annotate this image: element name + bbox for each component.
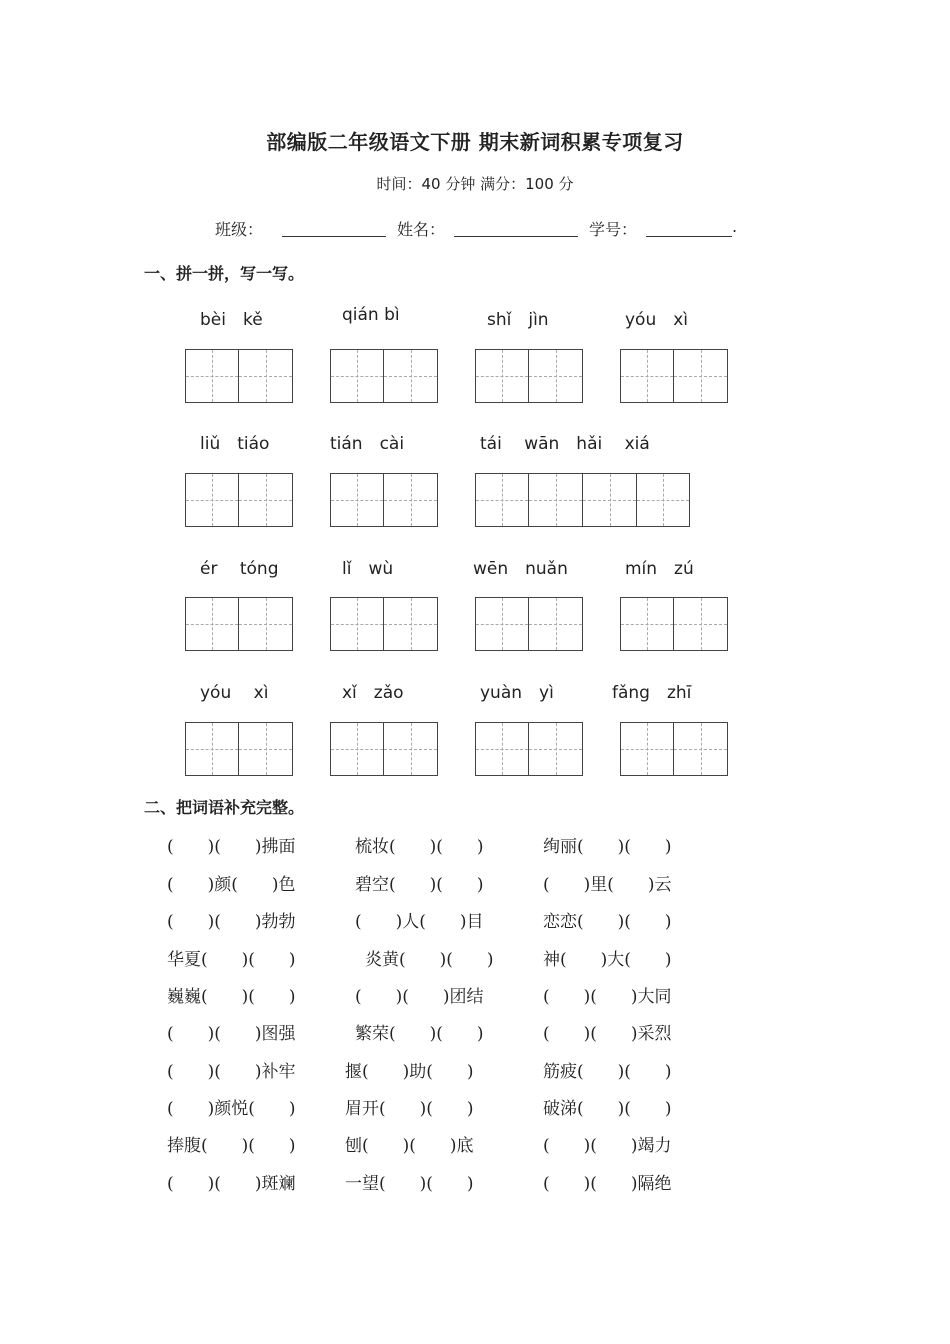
idiom-blank: 破涕( )( ) — [543, 1099, 672, 1119]
pinyin: fǎng zhī — [612, 683, 692, 703]
class-field[interactable] — [282, 236, 386, 237]
writing-grid[interactable] — [620, 722, 728, 776]
id-field[interactable] — [646, 236, 732, 237]
writing-grid[interactable] — [330, 722, 438, 776]
pinyin: yóu xì — [625, 310, 689, 330]
writing-grid[interactable] — [330, 597, 438, 651]
writing-grid[interactable] — [185, 722, 293, 776]
idiom-blank: 绚丽( )( ) — [543, 837, 672, 857]
idiom-blank: 神( )大( ) — [543, 950, 672, 970]
pinyin: tián cài — [330, 434, 405, 454]
writing-grid[interactable] — [185, 473, 293, 527]
idiom-blank: 巍巍( )( ) — [167, 987, 296, 1007]
idiom-blank: 炎黄( )( ) — [365, 950, 494, 970]
idiom-blank: 眉开( )( ) — [345, 1099, 474, 1119]
idiom-blank: ( )( )竭力 — [543, 1136, 672, 1156]
section2-heading: 二、把词语补充完整。 — [144, 798, 305, 817]
pinyin: shǐ jìn — [487, 310, 549, 330]
idiom-blank: 碧空( )( ) — [355, 875, 484, 895]
idiom-blank: 繁荣( )( ) — [355, 1024, 484, 1044]
writing-grid[interactable] — [185, 349, 293, 403]
writing-grid[interactable] — [185, 597, 293, 651]
pinyin: qián bì — [342, 305, 400, 325]
idiom-blank: 一望( )( ) — [345, 1174, 474, 1194]
writing-grid[interactable] — [475, 722, 583, 776]
idiom-blank: ( )颜悦( ) — [167, 1099, 296, 1119]
idiom-blank: 梳妆( )( ) — [355, 837, 484, 857]
pinyin: mín zú — [625, 559, 694, 579]
pinyin: tái wān hǎi xiá — [480, 434, 650, 454]
idiom-blank: 刨( )( )底 — [345, 1136, 474, 1156]
writing-grid[interactable] — [330, 473, 438, 527]
idiom-blank: ( )( )补牢 — [167, 1062, 296, 1082]
end-dot: . — [732, 217, 738, 236]
class-label: 班级： — [215, 220, 264, 239]
pinyin: liǔ tiáo — [200, 434, 270, 454]
idiom-blank: ( )( )拂面 — [167, 837, 296, 857]
idiom-blank: ( )里( )云 — [543, 875, 672, 895]
pinyin: xǐ zǎo — [342, 683, 404, 703]
writing-grid-wide[interactable] — [475, 473, 690, 527]
writing-grid[interactable] — [620, 349, 728, 403]
section1-heading: 一、拼一拼，写一写。 — [144, 264, 305, 283]
idiom-blank: ( )( )大同 — [543, 987, 672, 1007]
pinyin: lǐ wù — [342, 559, 394, 579]
idiom-blank: ( )( )勃勃 — [167, 912, 296, 932]
idiom-blank: ( )( )团结 — [355, 987, 484, 1007]
page-subtitle: 时间：40 分钟 满分：100 分 — [376, 175, 574, 193]
idiom-blank: 筋疲( )( ) — [543, 1062, 672, 1082]
idiom-blank: ( )( )隔绝 — [543, 1174, 672, 1194]
idiom-blank: ( )人( )目 — [355, 912, 484, 932]
pinyin: yuàn yì — [480, 683, 554, 703]
idiom-blank: 捧腹( )( ) — [167, 1136, 296, 1156]
idiom-blank: 恋恋( )( ) — [543, 912, 672, 932]
idiom-blank: ( )( )图强 — [167, 1024, 296, 1044]
writing-grid[interactable] — [620, 597, 728, 651]
idiom-blank: ( )( )采烈 — [543, 1024, 672, 1044]
writing-grid[interactable] — [475, 597, 583, 651]
writing-grid[interactable] — [475, 349, 583, 403]
page-title: 部编版二年级语文下册 期末新词积累专项复习 — [266, 130, 684, 154]
idiom-blank: ( )颜( )色 — [167, 875, 296, 895]
name-field[interactable] — [454, 236, 578, 237]
writing-grid[interactable] — [330, 349, 438, 403]
name-label: 姓名： — [397, 220, 446, 239]
pinyin: yóu xì — [200, 683, 269, 703]
pinyin: ér tóng — [200, 559, 279, 579]
idiom-blank: 揠( )助( ) — [345, 1062, 474, 1082]
id-label: 学号： — [589, 220, 638, 239]
idiom-blank: ( )( )斑斓 — [167, 1174, 296, 1194]
pinyin: wēn nuǎn — [473, 559, 568, 579]
idiom-blank: 华夏( )( ) — [167, 950, 296, 970]
pinyin: bèi kě — [200, 310, 263, 330]
